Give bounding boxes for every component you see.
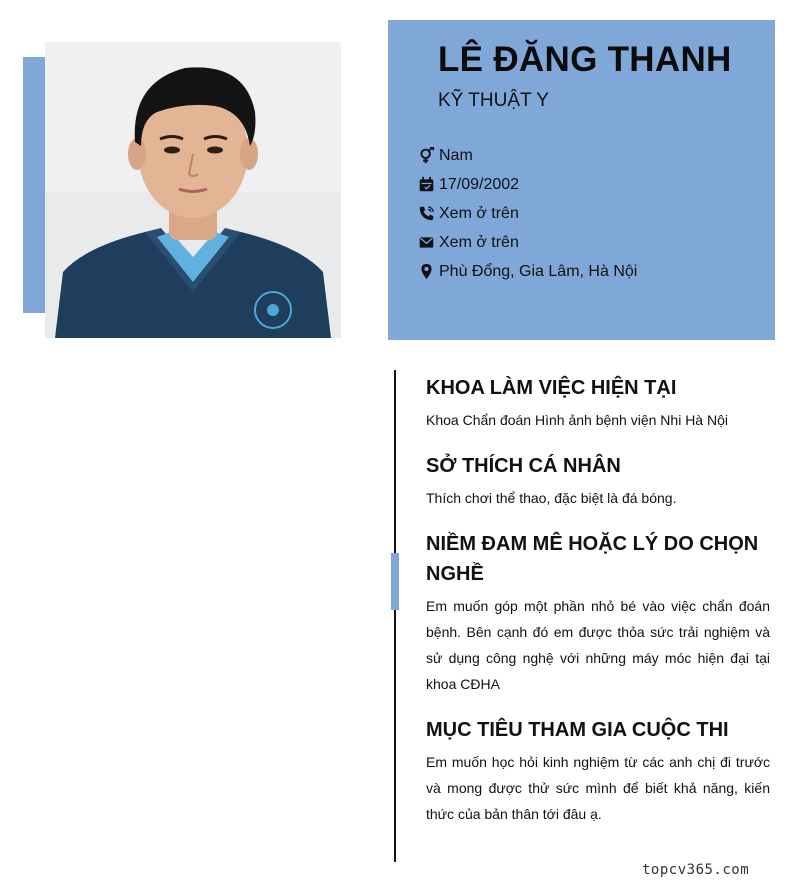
- section-body: Thích chơi thể thao, đặc biệt là đá bóng.: [426, 490, 677, 506]
- contact-birthdate: [418, 170, 637, 199]
- section-body: Em muốn học hỏi kinh nghiệm từ các anh chị đi trước và mong được thử sức mình để biết khả năng, kiến thức của bản thân tới đâu ạ.: [426, 754, 770, 822]
- timeline-accent-marker: [391, 553, 399, 610]
- section-title: KHOA LÀM VIỆC HIỆN TẠI: [426, 377, 677, 399]
- map-pin-icon: [418, 263, 435, 280]
- section-hobbies: [426, 451, 770, 511]
- contact-info-list: [418, 141, 637, 286]
- section-current-department: [426, 373, 770, 433]
- contact-address: [418, 257, 637, 286]
- section-body: Khoa Chẩn đoán Hình ảnh bệnh viện Nhi Hà Nội: [426, 412, 728, 428]
- section-passion: [426, 529, 770, 697]
- contact-gender-text: Nam: [439, 146, 473, 164]
- header-card: [388, 20, 775, 340]
- gender-icon: [418, 147, 435, 164]
- contact-birthdate-text: 17/09/2002: [439, 175, 520, 193]
- contact-address-text: Phù Đổng, Gia Lâm, Hà Nội: [439, 262, 638, 280]
- contact-phone-text: Xem ở trên: [439, 204, 519, 222]
- profile-photo: [45, 42, 341, 338]
- envelope-icon: [418, 234, 435, 251]
- timeline-divider: [394, 370, 396, 862]
- candidate-name: LÊ ĐĂNG THANH: [438, 40, 732, 79]
- section-body: Em muốn góp một phần nhỏ bé vào việc chẩn đoán bệnh. Bên cạnh đó em được thỏa sức trải nghiệm và sử dụng công nghệ với những máy móc hiện đại tại khoa CĐHA: [426, 598, 770, 692]
- watermark: topcv365.com: [642, 862, 750, 878]
- candidate-role: KỸ THUẬT Y: [438, 90, 549, 111]
- contact-email-text: Xem ở trên: [439, 233, 519, 251]
- phone-icon: [418, 205, 435, 222]
- section-goals: [426, 715, 770, 827]
- section-title: MỤC TIÊU THAM GIA CUỘC THI: [426, 719, 729, 741]
- calendar-icon: [418, 176, 435, 193]
- contact-email: [418, 228, 637, 257]
- section-title: NIỀM ĐAM MÊ HOẶC LÝ DO CHỌN NGHỀ: [426, 533, 759, 585]
- contact-gender: [418, 141, 637, 170]
- section-title: SỞ THÍCH CÁ NHÂN: [426, 455, 621, 477]
- contact-phone: [418, 199, 637, 228]
